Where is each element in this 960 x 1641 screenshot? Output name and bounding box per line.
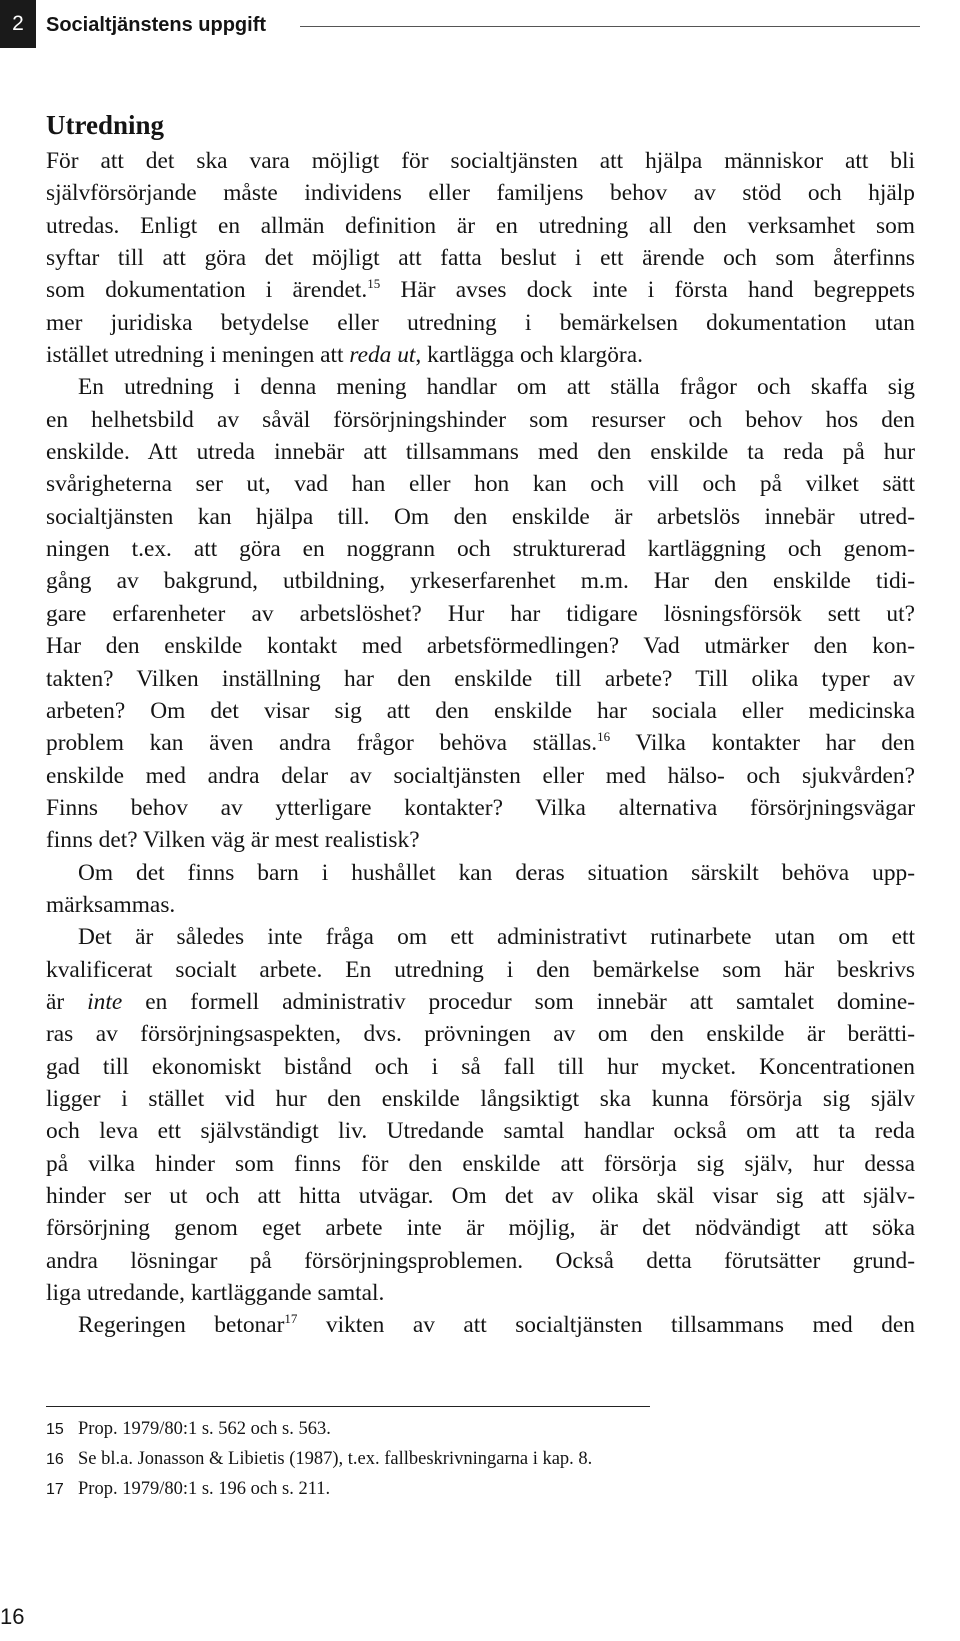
text-line: försörjning genom eget arbete inte är möjlig, är det nödvändigt att söka (46, 1215, 915, 1242)
text-line: en helhetsbild av såväl försörjningshinder som resurser och behov hos den (46, 406, 915, 433)
text-line: svårigheterna ser ut, vad han eller hon kan och vill och på vilket sätt (46, 471, 915, 498)
text-line: En utredning i denna mening handlar om att ställa frågor och skaffa sig (78, 374, 915, 401)
chapter-title: Socialtjänstens uppgift (46, 14, 267, 36)
footnote-text: Prop. 1979/80:1 s. 196 och s. 211. (78, 1479, 331, 1499)
text-line: ningen t.ex. att göra en noggrann och strukturerad kartläggning och genom- (46, 536, 915, 563)
footnote-ref-17: 17 (284, 1311, 298, 1327)
footnote-text: Se bl.a. Jonasson & Libietis (1987), t.ex. fallbeskrivningarna i kap. 8. (78, 1449, 593, 1469)
text-line: gad till ekonomiskt bistånd och i så fall till hur mycket. Koncentrationen (46, 1053, 915, 1080)
footnote-text: Prop. 1979/80:1 s. 562 och s. 563. (78, 1419, 331, 1439)
text-line: socialtjänsten kan hjälpa till. Om den enskilde är arbetslös innebär utred- (46, 503, 915, 530)
page-number: 16 (0, 1604, 25, 1629)
text-line: gare erfarenheter av arbetslöshet? Hur har tidigare lösningsförsök sett ut? (46, 600, 915, 627)
text-line: Regeringen betonar$^{17}$ vikten av att socialtjänsten tillsammans med den (78, 1311, 915, 1339)
text-line: självförsörjande måste individens eller familjens behov av stöd och hjälp (46, 180, 915, 207)
header-rule (300, 26, 920, 27)
footnote-divider (46, 1406, 650, 1407)
text-line: märksammas. (46, 891, 176, 918)
emphasis: inte (87, 988, 123, 1015)
footnote-number: 17 (46, 1481, 64, 1498)
text-line: problem kan även andra frågor behöva ställas.$^{16}$ Vilka kontakter har den (46, 729, 915, 757)
text-line: Det är således inte fråga om ett administrativt rutinarbete utan om ett (78, 924, 915, 951)
text-line: enskilde med andra delar av socialtjänsten eller med hälso- och sjukvården? (46, 762, 915, 789)
chapter-number-tab: 2 (0, 0, 36, 48)
footnote-number: 15 (46, 1421, 64, 1438)
text-line: ligger i stället vid hur den enskilde långsiktigt ska kunna försörja sig själv (46, 1085, 915, 1112)
body-text (46, 145, 915, 1342)
text-line: enskilde. Att utreda innebär att tillsammans med den enskilde ta reda på hur (46, 439, 915, 466)
text-line: på vilka hinder som finns för den enskilde att försörja sig själv, hur dessa (46, 1150, 915, 1177)
section-heading: Utredning (46, 110, 165, 140)
text-line: istället utredning i meningen att reda ut, kartlägga och klargöra. (46, 342, 643, 369)
text-line: Har den enskilde kontakt med arbetsförmedlingen? Vad utmärker den kon- (46, 633, 915, 660)
text-line: hinder ser ut och att hitta utvägar. Om det av olika skäl visar sig att själv- (46, 1183, 915, 1209)
footnotes (46, 1414, 592, 1504)
footnote-item (46, 1444, 592, 1474)
footnote-ref-15: 15 (367, 276, 381, 292)
text-line: utredas. Enligt en allmän definition är en utredning all den verksamhet som (46, 212, 915, 239)
text-line: liga utredande, kartläggande samtal. (46, 1280, 385, 1307)
footnote-item (46, 1474, 592, 1504)
emphasis: reda ut (349, 342, 416, 369)
text-line: arbeten? Om det visar sig att den enskilde har sociala eller medicinska (46, 697, 915, 724)
text-line: syftar till att göra det möjligt att fatta beslut i ett ärende och som återfinns (46, 245, 915, 272)
text-line: gång av bakgrund, utbildning, yrkeserfarenhet m.m. Har den enskilde tidi- (46, 568, 915, 595)
text-line: och leva ett självständigt liv. Utredande samtal handlar också om att ta reda (46, 1118, 915, 1145)
text-line: är inte en formell administrativ procedur som innebär att samtalet domine- (46, 988, 915, 1015)
text-line: som dokumentation i ärendet.$^{15}$ Här avses dock inte i första hand begreppets (46, 276, 916, 304)
text-line: Finns behov av ytterligare kontakter? Vilka alternativa försörjningsvägar (46, 794, 915, 821)
text-line: Om det finns barn i hushållet kan deras situation särskilt behöva upp- (78, 859, 915, 886)
text-line: kvalificerat socialt arbete. En utredning i den bemärkelse som här beskrivs (46, 956, 915, 983)
footnote-number: 16 (46, 1451, 64, 1468)
text-line: ras av försörjningsaspekten, dvs. prövningen av om den enskilde är berätti- (46, 1021, 915, 1048)
footnote-ref-16: 16 (597, 729, 611, 745)
text-line: takten? Vilken inställning har den enskilde till arbete? Till olika typer av (46, 665, 915, 692)
text-line: finns det? Vilken väg är mest realistisk? (46, 827, 420, 854)
footnote-item (46, 1414, 592, 1444)
text-line: mer juridiska betydelse eller utredning i bemärkelsen dokumentation utan (46, 309, 915, 336)
text-line: andra lösningar på försörjningsproblemen. Också detta förutsätter grund- (46, 1247, 915, 1274)
text-line: För att det ska vara möjligt för socialtjänsten att hjälpa människor att bli (46, 148, 915, 174)
